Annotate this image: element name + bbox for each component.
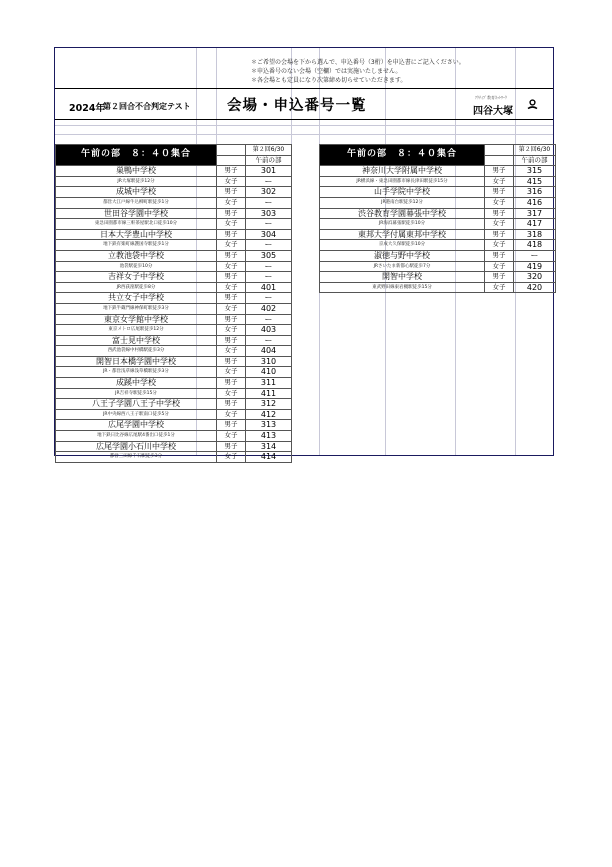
application-number: ー: [246, 272, 292, 283]
applicant-type: 男子: [217, 250, 246, 261]
school-row: [56, 166, 292, 177]
application-number: 412: [246, 409, 292, 420]
school-row: [320, 166, 556, 177]
application-number: 417: [514, 219, 556, 230]
school-access: 池袋駅徒歩10分: [56, 261, 217, 272]
school-row: [320, 197, 556, 208]
school-row: [56, 187, 292, 198]
school-access: 東武野田線東岩槻駅徒歩15分: [320, 282, 485, 293]
right-venue-table: [319, 144, 556, 293]
application-number: 312: [246, 399, 292, 410]
application-number: ー: [246, 240, 292, 251]
school-row: [320, 261, 556, 272]
school-name: 世田谷学園中学校: [56, 208, 217, 219]
yotsuya-logo-icon: [527, 99, 538, 110]
school-row: [56, 293, 292, 304]
applicant-type: 女子: [217, 452, 246, 463]
school-row: [320, 208, 556, 219]
school-row: [56, 388, 292, 399]
school-name: 吉祥女子中学校: [56, 272, 217, 283]
applicant-type: 女子: [485, 282, 514, 293]
note-line: ＊ご希望の会場を下から選んで、申込番号（3桁）を申込書にご記入ください。: [251, 59, 465, 66]
application-number: 402: [246, 303, 292, 314]
school-name: 日本大学豊山中学校: [56, 229, 217, 240]
table-head-row: [320, 145, 556, 156]
applicant-type: 男子: [485, 208, 514, 219]
application-number: 418: [514, 240, 556, 251]
school-name: 開智中学校: [320, 272, 485, 283]
application-number: 415: [514, 176, 556, 187]
applicant-type: 男子: [485, 187, 514, 198]
applicant-type: 女子: [217, 176, 246, 187]
school-row: [56, 272, 292, 283]
application-number: ー: [246, 314, 292, 325]
application-number: 419: [514, 261, 556, 272]
applicant-type: 女子: [485, 197, 514, 208]
school-row: [56, 431, 292, 442]
school-access: 地下鉄有楽町線護国寺駅徒歩1分: [56, 240, 217, 251]
application-number: 411: [246, 388, 292, 399]
school-row: [56, 452, 292, 463]
applicant-type: 男子: [485, 272, 514, 283]
applicant-type: 女子: [217, 409, 246, 420]
applicant-type: 女子: [217, 261, 246, 272]
school-row: [56, 335, 292, 346]
application-number: 404: [246, 346, 292, 357]
school-access: JR西荻窪駅徒歩8分: [56, 282, 217, 293]
application-number: 310: [246, 356, 292, 367]
application-number: 416: [514, 197, 556, 208]
note-line: ＊申込番号のない会場（空欄）では実施いたしません。: [251, 68, 402, 75]
application-number: ー: [514, 250, 556, 261]
school-name: 淑徳与野中学校: [320, 250, 485, 261]
applicant-type: 男子: [217, 229, 246, 240]
applicant-type: 男子: [217, 166, 246, 177]
school-row: [56, 346, 292, 357]
school-row: [320, 187, 556, 198]
school-access: 東急田園都市線三軒茶屋駅北口徒歩10分: [56, 219, 217, 230]
school-name: 広尾学園中学校: [56, 420, 217, 431]
session-heading: 午前の部 ８：４０集合: [320, 145, 485, 166]
application-number: 301: [246, 166, 292, 177]
school-row: [56, 303, 292, 314]
notes: [251, 58, 465, 85]
school-name: 八王子学園八王子中学校: [56, 399, 217, 410]
school-row: [320, 282, 556, 293]
brand-name: 四谷大塚: [473, 106, 513, 117]
applicant-type: 男子: [485, 250, 514, 261]
applicant-type: 女子: [217, 282, 246, 293]
brand-tagline: ｱｸﾃｨﾌﾞ教育ﾈｯﾄﾜｰｸ: [475, 95, 507, 100]
test-name: 第２回合不合判定テスト: [103, 102, 191, 111]
applicant-type: 女子: [217, 197, 246, 208]
application-number: 420: [514, 282, 556, 293]
school-name: 東京女学館中学校: [56, 314, 217, 325]
applicant-type: 女子: [217, 346, 246, 357]
school-name: 成城中学校: [56, 187, 217, 198]
applicant-type: 女子: [485, 261, 514, 272]
school-row: [320, 250, 556, 261]
school-name: 富士見中学校: [56, 335, 217, 346]
applicant-type: 女子: [485, 176, 514, 187]
applicant-type: 女子: [217, 388, 246, 399]
school-row: [56, 176, 292, 187]
school-row: [56, 240, 292, 251]
date-label: 第２回6/30: [246, 145, 292, 156]
school-name: 広尾学園小石川中学校: [56, 441, 217, 452]
applicant-type: 男子: [485, 229, 514, 240]
applicant-type: 男子: [217, 441, 246, 452]
school-row: [56, 409, 292, 420]
school-access: JR港南台駅徒歩12分: [320, 197, 485, 208]
application-number: 317: [514, 208, 556, 219]
applicant-type: 女子: [217, 431, 246, 442]
school-name: 神奈川大学附属中学校: [320, 166, 485, 177]
school-access: 京成大久保駅徒歩10分: [320, 240, 485, 251]
applicant-type: 男子: [217, 399, 246, 410]
school-row: [56, 420, 292, 431]
divider: [55, 125, 553, 126]
school-name: 山手学院中学校: [320, 187, 485, 198]
applicant-type: 女子: [217, 325, 246, 336]
application-number: ー: [246, 293, 292, 304]
school-row: [56, 250, 292, 261]
applicant-type: 女子: [485, 219, 514, 230]
school-access: JR・都営浅草線浅草橋駅徒歩3分: [56, 367, 217, 378]
school-access: JR大塚駅徒歩12分: [56, 176, 217, 187]
school-name: 成蹊中学校: [56, 378, 217, 389]
school-row: [320, 240, 556, 251]
school-name: 巣鴨中学校: [56, 166, 217, 177]
application-number: ー: [246, 197, 292, 208]
school-name: 東邦大学付属東邦中学校: [320, 229, 485, 240]
applicant-type: 男子: [485, 166, 514, 177]
school-row: [56, 325, 292, 336]
application-number: 413: [246, 431, 292, 442]
divider: [55, 134, 553, 135]
applicant-type: 男子: [217, 208, 246, 219]
school-name: 立教池袋中学校: [56, 250, 217, 261]
application-number: 320: [514, 272, 556, 283]
school-access: 東京メトロ広尾駅徒歩12分: [56, 325, 217, 336]
note-line: ＊各会場とも定員になり次第締め切らせていただきます。: [251, 77, 407, 84]
applicant-type: 男子: [217, 335, 246, 346]
date-label: 第２回6/30: [514, 145, 556, 156]
applicant-type: 女子: [217, 240, 246, 251]
applicant-type: 男子: [217, 314, 246, 325]
schedule-sheet: [54, 47, 554, 462]
table-head-row: [56, 145, 292, 156]
applicant-type: 男子: [217, 272, 246, 283]
school-row: [56, 356, 292, 367]
application-number: 410: [246, 367, 292, 378]
applicant-type: 男子: [217, 356, 246, 367]
column-label: 午前の部: [514, 155, 556, 166]
year-label: 2024年: [69, 103, 105, 114]
school-access: JR中央線西八王子駅南口徒歩5分: [56, 409, 217, 420]
school-row: [320, 176, 556, 187]
school-row: [56, 314, 292, 325]
application-number: 304: [246, 229, 292, 240]
school-row: [320, 229, 556, 240]
school-row: [56, 282, 292, 293]
application-number: 302: [246, 187, 292, 198]
applicant-type: 男子: [217, 378, 246, 389]
left-venue-table: [55, 144, 292, 463]
column-label: 午前の部: [246, 155, 292, 166]
school-name: 共立女子中学校: [56, 293, 217, 304]
school-row: [56, 208, 292, 219]
application-number: 316: [514, 187, 556, 198]
applicant-type: 女子: [485, 240, 514, 251]
applicant-type: 女子: [217, 303, 246, 314]
application-number: 305: [246, 250, 292, 261]
school-access: 地下鉄日比谷線広尾駅4番出口徒歩1分: [56, 431, 217, 442]
applicant-type: 男子: [217, 420, 246, 431]
applicant-type: 女子: [217, 367, 246, 378]
application-number: 315: [514, 166, 556, 177]
application-number: ー: [246, 176, 292, 187]
application-number: 314: [246, 441, 292, 452]
application-number: ー: [246, 261, 292, 272]
application-number: 401: [246, 282, 292, 293]
applicant-type: 女子: [217, 219, 246, 230]
applicant-type: 男子: [217, 187, 246, 198]
school-row: [56, 219, 292, 230]
school-access: 西武池袋線中村橋駅徒歩3分: [56, 346, 217, 357]
school-row: [56, 378, 292, 389]
school-name: 渋谷教育学園幕張中学校: [320, 208, 485, 219]
application-number: ー: [246, 219, 292, 230]
page-title: 会場・申込番号一覧: [227, 98, 367, 114]
application-number: 311: [246, 378, 292, 389]
school-row: [56, 441, 292, 452]
school-access: 都営大江戸線牛込柳町駅徒歩1分: [56, 197, 217, 208]
applicant-type: 男子: [217, 293, 246, 304]
school-row: [56, 261, 292, 272]
application-number: 318: [514, 229, 556, 240]
application-number: 414: [246, 452, 292, 463]
school-access: JR吉祥寺駅徒歩15分: [56, 388, 217, 399]
school-row: [320, 219, 556, 230]
school-row: [56, 197, 292, 208]
application-number: 303: [246, 208, 292, 219]
session-heading: 午前の部 ８：４０集合: [56, 145, 217, 166]
school-name: 開智日本橋学園中学校: [56, 356, 217, 367]
school-access: JR海浜幕張駅徒歩10分: [320, 219, 485, 230]
title-row: [55, 88, 553, 120]
application-number: ー: [246, 335, 292, 346]
school-access: 都営三田線千石駅徒歩3分: [56, 452, 217, 463]
application-number: 403: [246, 325, 292, 336]
school-access: 地下鉄半蔵門線神保町駅徒歩3分: [56, 303, 217, 314]
school-row: [320, 272, 556, 283]
school-access: JR横浜線・東急田園都市線長津田駅徒歩15分: [320, 176, 485, 187]
application-number: 313: [246, 420, 292, 431]
school-row: [56, 399, 292, 410]
school-row: [56, 367, 292, 378]
school-row: [56, 229, 292, 240]
school-access: JRさいたま新都心駅徒歩7分: [320, 261, 485, 272]
